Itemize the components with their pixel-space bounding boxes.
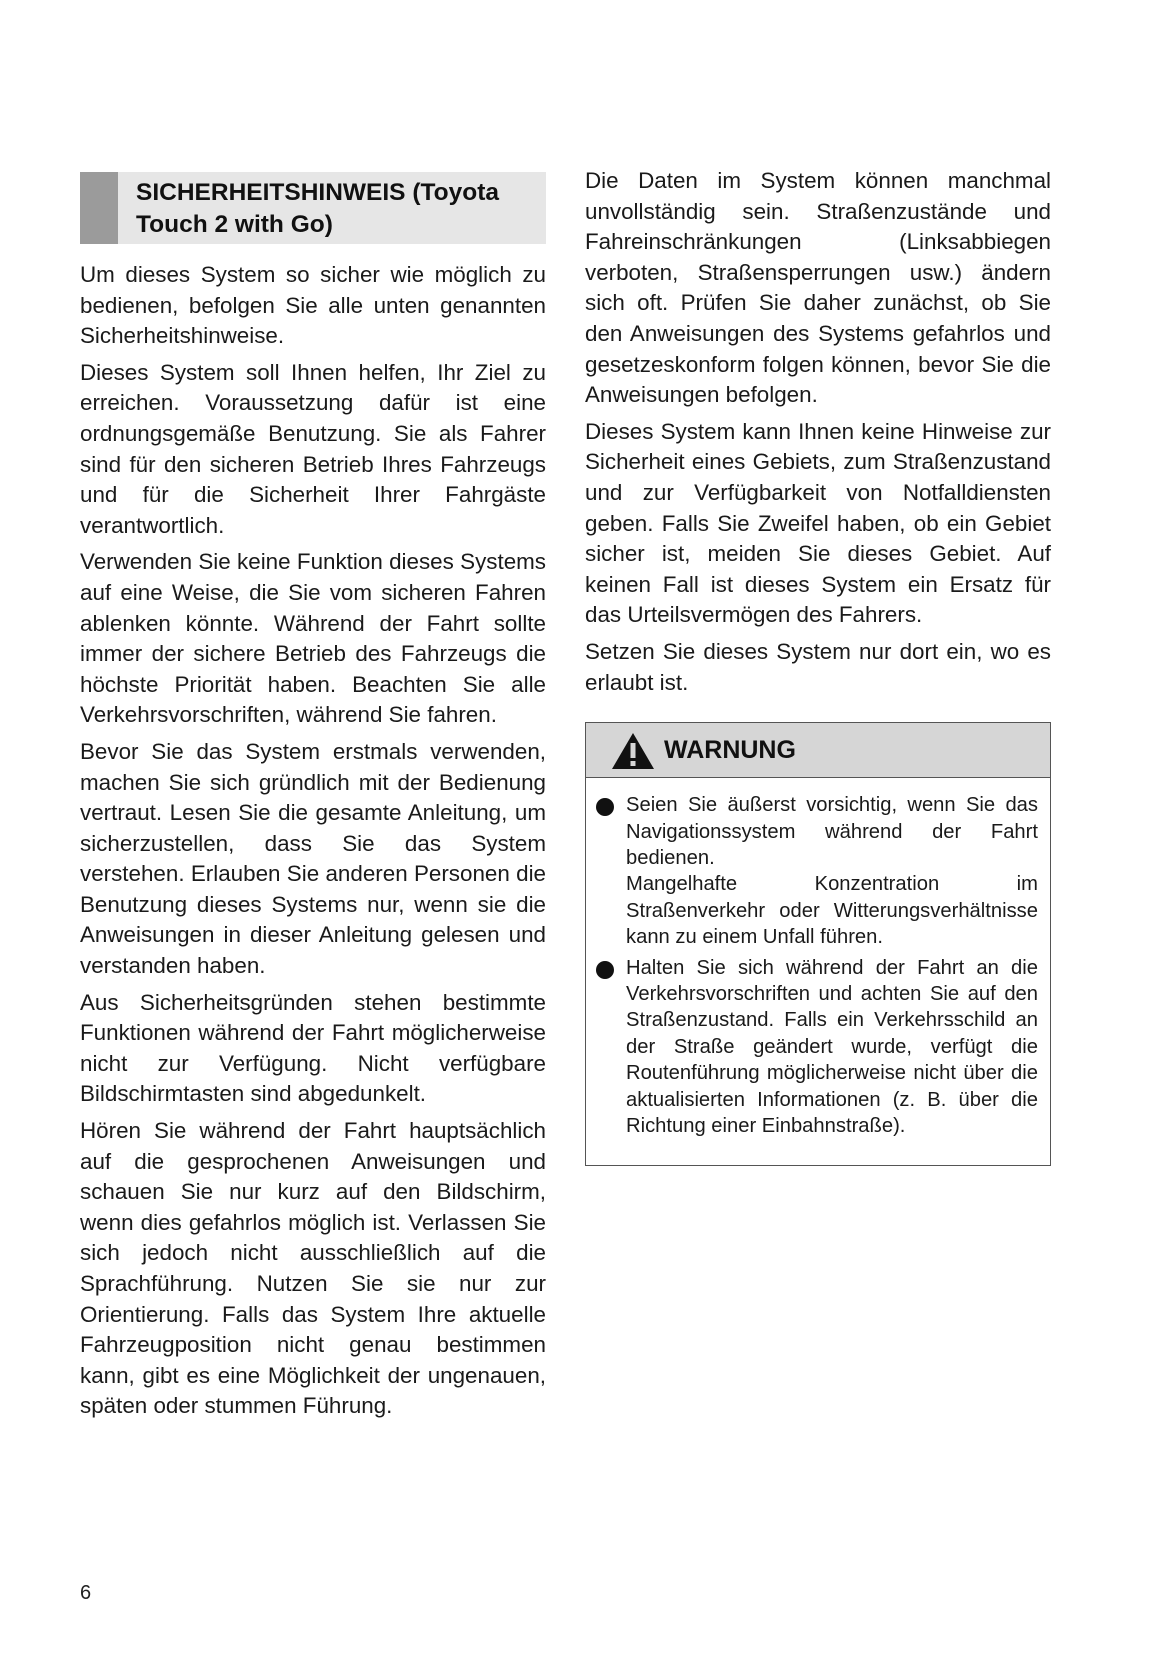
warning-header xyxy=(586,723,1050,778)
page-number: 6 xyxy=(80,1582,92,1604)
paragraph: Bevor Sie das System erstmals verwenden, machen Sie sich gründlich mit der Bedienung vertraut. Lesen Sie die gesamte Anleitung, um sicherzustellen, dass Sie das System verstehen. Erlauben Sie anderen Personen die Benutzung dieses Systems nur, wenn sie die Anweisungen in dieser Anleitung gelesen und verstanden haben. xyxy=(80,738,546,979)
paragraph: Aus Sicherheitsgründen stehen bestimmte Funktionen während der Fahrt möglicherweise nicht zur Verfügung. Nicht verfügbare Bildschirmtasten sind abgedunkelt. xyxy=(80,989,546,1107)
paragraph: Hören Sie während der Fahrt hauptsächlich auf die gesprochenen Anweisungen und schauen Sie nur kurz auf den Bildschirm, wenn dies gefahrlos möglich ist. Verlassen Sie sich jedoch nicht ausschließlich auf die Sprachführung. Nutzen Sie sie nur zur Orientierung. Falls das System Ihre aktuelle Fahrzeugposition nicht genau bestimmen kann, gibt es eine Möglichkeit der ungenauen, späten oder stummen Führung. xyxy=(80,1118,546,1419)
warning-triangle-icon xyxy=(610,731,656,771)
warning-item-main: Seien Sie äußerst vorsichtig, wenn Sie das Navigationssystem während der Fahrt bedienen. xyxy=(626,794,1038,869)
right-column xyxy=(585,166,1051,1166)
warning-body xyxy=(586,778,1050,1165)
left-column xyxy=(80,172,546,1428)
paragraph: Dieses System kann Ihnen keine Hinweise zur Sicherheit eines Gebiets, zum Straßenzustand und zur Verfügbarkeit von Notfalldiensten geben. Falls Sie Zweifel haben, ob ein Gebiet sicher ist, meiden Sie dieses Gebiet. Auf keinen Fall ist dieses System ein Ersatz für das Urteilsvermögen des Fahrers. xyxy=(585,418,1051,628)
warning-item xyxy=(596,955,1038,1140)
paragraph: Verwenden Sie keine Funktion dieses Systems auf eine Weise, die Sie vom sicheren Fahren ablenken könnte. Während der Fahrt sollte immer der sichere Betrieb des Fahrzeugs die höchste Priorität haben. Beachten Sie alle Verkehrsvorschriften, während Sie fahren. xyxy=(80,549,546,728)
heading-accent-bar xyxy=(80,172,118,244)
warning-title: WARNUNG xyxy=(664,736,796,765)
warning-item-text xyxy=(626,955,1038,1140)
paragraph: Um dieses System so sicher wie möglich zu bedienen, befolgen Sie alle unten genannten Sicherheitshinweise. xyxy=(80,262,546,349)
warning-item xyxy=(596,792,1038,950)
section-heading xyxy=(80,172,546,244)
warning-item-main: Halten Sie sich während der Fahrt an die Verkehrsvorschriften und achten Sie auf den Straßenzustand. Falls ein Verkehrsschild an der Straße geändert wurde, verfügt die Routenführung möglicherweise nicht über die aktualisierten Informationen (z. B. über die Richtung einer Einbahnstraße). xyxy=(626,956,1038,1137)
bullet-icon xyxy=(596,961,614,979)
paragraph: Dieses System soll Ihnen helfen, Ihr Ziel zu erreichen. Voraussetzung dafür ist eine ordnungsgemäße Benutzung. Sie als Fahrer sind für den sicheren Betrieb Ihres Fahrzeugs und für die Sicherheit Ihrer Fahrgäste verantwortlich. xyxy=(80,359,546,538)
warning-item-note: Mangelhafte Konzentration im Straßenverkehr oder Witterungsverhältnisse kann zu einem Unfall führen. xyxy=(626,873,1038,949)
warning-item-text xyxy=(626,792,1038,950)
section-title: SICHERHEITSHINWEIS (Toyota Touch 2 with Go) xyxy=(136,179,499,238)
warning-box xyxy=(585,722,1051,1166)
paragraph: Setzen Sie dieses System nur dort ein, wo es erlaubt ist. xyxy=(585,638,1051,695)
bullet-icon xyxy=(596,798,614,816)
paragraph: Die Daten im System können manchmal unvollständig sein. Straßenzustände und Fahreinschränkungen (Linksabbiegen verboten, Straßensperrungen usw.) ändern sich oft. Prüfen Sie daher zunächst, ob Sie den Anweisungen des Systems gefahrlos und gesetzeskonform folgen können, bevor Sie die Anweisungen befolgen. xyxy=(585,168,1051,408)
